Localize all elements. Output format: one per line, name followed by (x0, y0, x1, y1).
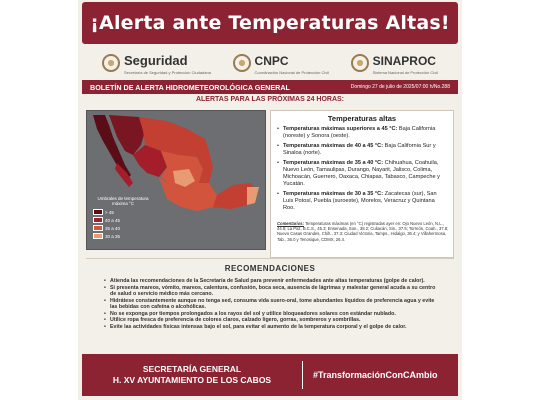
logo-seguridad (102, 52, 211, 75)
legend-row (93, 224, 153, 232)
logo-sub: Coordinación Nacional de Protección Civil (254, 69, 330, 75)
recommendations-title: RECOMENDACIONES (224, 264, 316, 273)
info-text: Chihuahua, Coahuila, Nuevo León, Tamaulipas, Durango, Nayarit, Jalisco, Colima, Michoacán, Guerrero, Oaxaca, Chiapas, Tabasco, Campeche y Yucatán. (283, 160, 440, 187)
legend-label: > 45 (105, 209, 114, 215)
logo-cnpc (233, 52, 329, 75)
temperature-info (270, 110, 454, 258)
org-line-1: SECRETARÍA GENERAL (142, 364, 242, 374)
legend-row (93, 216, 153, 224)
legend-row (93, 208, 153, 216)
recommendation-item: • Evite las actividades físicas intensas bajo el sol, para evitar el aumento de la temperatura corporal y el golpe de calor. (104, 324, 436, 331)
logo-name: SINAPROC (372, 53, 436, 68)
recommendations-list (86, 278, 454, 330)
info-title: Temperaturas altas (327, 114, 397, 123)
info-item (277, 126, 447, 140)
footer (82, 354, 458, 396)
legend-swatch (93, 217, 103, 223)
info-label: Temperaturas máximas de 40 a 45 °C: (283, 143, 384, 149)
bulletin-title: BOLETÍN DE ALERTA HIDROMETEOROLÓGICA GENERAL (90, 82, 290, 92)
comments (277, 221, 449, 242)
footer-hashtag: #TransformaciónConCAmbio (313, 370, 438, 380)
seal-icon (102, 54, 120, 72)
info-label: Temperaturas máximas superiores a 45 °C: (283, 126, 398, 132)
recommendation-item: • Hidrátese constantemente aunque no tenga sed, consuma vida suero-oral, tome abundantes líquidos de preferencia agua y evite las bebidas con cafeína o alcohólicas. (104, 298, 436, 311)
logo-sub: Secretaría de Seguridad y Protección Ciudadana (124, 69, 211, 75)
recommendations (86, 258, 454, 352)
org-line-2: H. XV AYUNTAMIENTO DE LOS CABOS (112, 375, 272, 385)
legend-swatch (93, 225, 103, 231)
alert-banner (82, 2, 458, 44)
info-item (277, 191, 447, 212)
footer-org (92, 364, 292, 386)
legend-row (93, 232, 153, 240)
recommendation-item: • Atienda las recomendaciones de la Secretaría de Salud para prevenir enfermedades ante altas temperaturas (golpe de calor). (104, 278, 436, 285)
recommendation-item: • Si presenta mareos, vómito, mareos, calentura, confusión, boca seca, ausencia de lágrimas y malestar general acuda a su centro de salud o servicio médico más cercano. (104, 285, 436, 298)
comment-title: Comentarios: (277, 221, 304, 226)
info-list (277, 126, 447, 212)
temperature-map (86, 110, 266, 250)
recommendation-item: • No se exponga por tiempos prolongados a los rayos del sol y utilice bloqueadores solares con estándar nublado. (104, 311, 436, 318)
alert-title: ¡Alerta ante Temperaturas Altas! (90, 12, 450, 34)
logo-name: CNPC (254, 53, 289, 68)
bulletin-poster (78, 0, 462, 400)
info-item (277, 143, 447, 157)
logo-name: Seguridad (124, 52, 188, 68)
logo-sinaproc (351, 52, 438, 75)
recommendation-item: • Utilice ropa fresca de preferencia de colores claros, calzado ligero, gorras, sombreros y sombrillas. (104, 317, 436, 324)
seal-icon (233, 54, 251, 72)
logos-row (82, 48, 458, 78)
map-region-quintana (247, 187, 259, 205)
alerts-label: ALERTAS PARA LAS PRÓXIMAS 24 HORAS: (195, 96, 345, 103)
legend-swatch (93, 233, 103, 239)
info-label: Temperaturas máximas de 30 a 35 °C: (283, 191, 384, 197)
footer-divider (302, 361, 303, 389)
legend-title: Umbrales de temperatura máxima °C (97, 196, 149, 206)
legend-label: 30 a 35 (105, 233, 121, 239)
logo-sub: Sistema Nacional de Protección Civil (372, 69, 438, 75)
info-item (277, 160, 447, 188)
legend-label: 40 a 45 (105, 217, 121, 223)
bulletin-header (82, 80, 458, 94)
info-label: Temperaturas máximas de 35 a 40 °C: (283, 160, 384, 166)
comment-text: Temperaturas máximas (en °C) registradas ayer en: Ojo Nuevo León, N.L., 44.8; La Paz, B.C.S., 45.3; Ensenada, Son., 38.2; Culiacán, Sin., 37.5; Torreón, Coah., 37.8; Nuevo Casas Grandes, Chih., 37.3; Ciudad Victoria, Tamps., Hidalgo, 36.4; y Villahermosa, Tab., 36.0 y Tenosique, CDMX, 26.4. (277, 221, 449, 242)
seal-icon (351, 54, 369, 72)
info-text: Baja California (noreste) y Sonora (oeste). (283, 126, 436, 139)
info-text: Zacatecas (sur), San Luis Potosí, Puebla (suroeste), Morelos, Veracruz y Quintana Roo. (283, 191, 437, 211)
bulletin-date: Domingo 27 de julio de 2025/07:00 h/No.288 (350, 84, 450, 90)
map-legend (93, 196, 153, 240)
legend-label: 35 a 40 (105, 225, 121, 231)
legend-swatch (93, 209, 103, 215)
info-text: Baja California Sur y Sinaloa (norte). (283, 143, 436, 156)
